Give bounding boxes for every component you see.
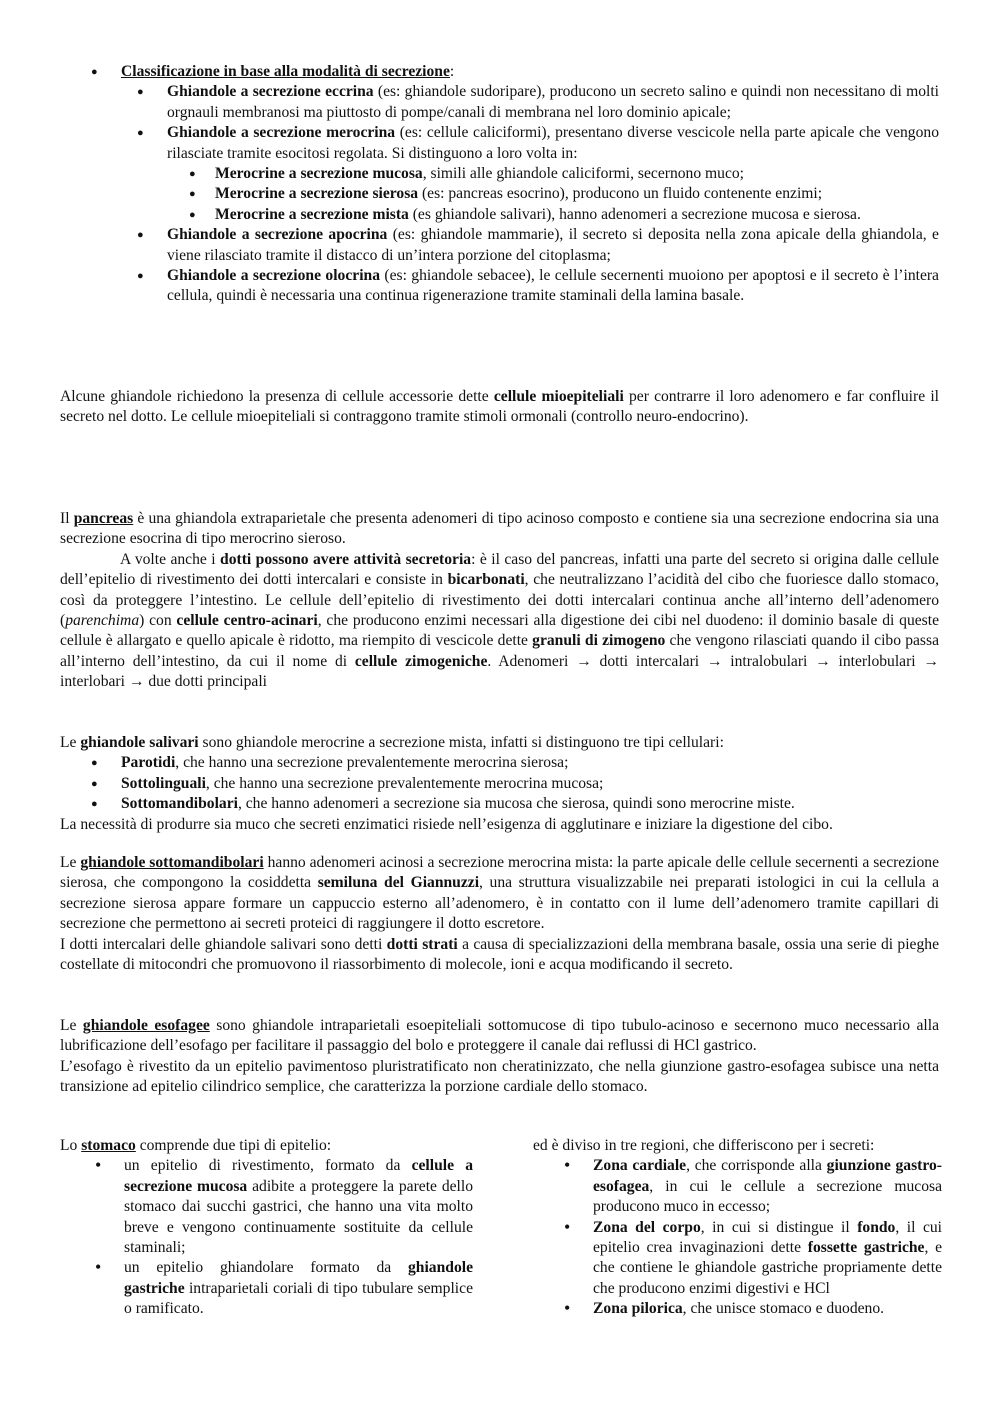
list-item-mista: [215, 205, 939, 225]
term-mista: Merocrine a secrezione mista: [215, 205, 409, 223]
desc-sierosa: (es: pancreas esocrino), producono un fluido contenente enzimi;: [418, 185, 823, 203]
text-span: . Adenomeri → dotti intercalari → intralobulari → interlobulari → interlobari → due dotti principali: [60, 652, 939, 691]
term-semiluna: semiluna del Giannuzzi: [317, 874, 480, 892]
term-cellule-mucosa: cellule a secrezione mucosa: [124, 1157, 473, 1195]
text-span: intraparietali coriali di tipo tubulare semplice o ramificato.: [124, 1279, 473, 1318]
list-item-eccrina: [167, 82, 939, 123]
text-span: un epitelio ghiandolare formato da: [124, 1259, 408, 1277]
list-item-pilorica: [593, 1299, 942, 1319]
list-item-mucosa: [215, 164, 939, 184]
term-sottolinguali: Sottolinguali: [121, 774, 206, 792]
merocrina-sublist: [215, 164, 939, 225]
term-fossette: fossette gastriche: [807, 1239, 925, 1257]
regioni-list: [593, 1156, 942, 1319]
term-fondo: fondo: [857, 1218, 896, 1236]
classification-heading: [91, 62, 939, 82]
esofagee-section: [60, 1016, 939, 1098]
list-item-apocrina: [167, 225, 939, 266]
list-item-parotidi: [121, 753, 939, 773]
sottomandibolari-section: [60, 853, 939, 975]
text-span: , che neutralizzano l’acidità del cibo che fuoriesce dallo stomaco, così da proteggere l’intestino. Le cellule dell’epitelio di rivestimento dei dotti intercalari continua anche all’interno dell’adenomero (: [60, 571, 940, 630]
text-span: Lo: [60, 1137, 82, 1154]
term-parotidi: Parotidi: [121, 754, 176, 772]
text-span: I dotti intercalari delle ghiandole salivari sono detti: [60, 935, 387, 953]
list-item-sierosa: [215, 184, 939, 204]
italic-span: parenchima: [65, 612, 140, 630]
desc-merocrina: (es: cellule caliciformi), presentano diverse vescicole nella parte apicale che vengono rilasciate tramite esocitosi regolata. Si distinguono a loro volta in:: [167, 124, 939, 162]
regioni-intro: ed è diviso in tre regioni, che differiscono per i secreti:: [533, 1137, 875, 1154]
text-span: Alcune ghiandole richiedono la presenza di cellule accessorie dette: [60, 388, 494, 405]
pancreas-section: [60, 509, 939, 693]
bold-span: bicarbonati: [447, 571, 525, 589]
desc-eccrina: (es: ghiandole sudoripare), producono un secreto salino e quindi non necessitano di molti orgnauli membranosi ma piuttosto di pompe/canali di membrana nel loro dominio apicale;: [167, 83, 939, 121]
pancreas-paragraph-1: [60, 509, 939, 550]
heading-colon: :: [449, 63, 455, 80]
desc-mucosa: , simili alle ghiandole caliciformi, secernono muco;: [422, 165, 745, 183]
list-item-ghiandolare: [124, 1258, 473, 1319]
sottomandibolari-paragraph: [60, 853, 939, 935]
text-span: ) con: [139, 612, 177, 630]
desc-mista: (es ghiandole salivari), hanno adenomeri a secrezione mucosa e sierosa.: [408, 205, 861, 223]
text-span: Le: [60, 734, 81, 751]
stomaco-right-column: [533, 1136, 943, 1320]
term-mucosa: Merocrine a secrezione mucosa: [215, 165, 423, 183]
text-span: che vengono rilasciati quando il cibo passa all’interno dell’intestino, da cui il nome di: [60, 632, 939, 670]
text-span: un epitelio di rivestimento, formato da: [124, 1157, 412, 1175]
text-span: , che unisce stomaco e duodeno.: [682, 1300, 885, 1318]
text-span: a causa di specializzazioni della membrana basale, ossia una serie di pieghe costellate di mitocondri che promuovono il riassorbimento di molecole, ioni e acqua modificando il secreto.: [60, 935, 939, 974]
text-span: , che hanno una secrezione prevalentemente merocrina mucosa;: [205, 774, 604, 792]
dotti-strati-paragraph: [60, 935, 939, 976]
term-pancreas: pancreas: [73, 510, 134, 527]
text-span: adibite a proteggere la parete dello stomaco dai succhi gastrici, che hanno una vita molto breve e vengono continuamente sostituite da cellule staminali;: [124, 1177, 473, 1257]
stomaco-left-column: [60, 1136, 474, 1320]
salivari-list: [121, 753, 939, 814]
term-esofagee: ghiandole esofagee: [82, 1017, 210, 1034]
esofagee-paragraph: [60, 1016, 939, 1057]
text-span: è una ghiandola extraparietale che presenta adenomeri di tipo acinoso composto e contiene sia una secrezione endocrina sia una secrezione esocrina di tipo merocrino sieroso.: [60, 510, 939, 548]
bold-span: cellule zimogeniche: [354, 652, 488, 670]
list-item-sottolinguali: [121, 774, 939, 794]
text-span: , che producono enzimi necessari alla digestione dei cibi nel duodeno: il dominio basale di queste cellule è allargato e quello apicale è ridotto, ma riempito di vescicole dette: [60, 612, 939, 650]
text-span: comprende due tipi di epitelio:: [135, 1137, 332, 1154]
text-span: Le: [60, 1017, 83, 1034]
term-stomaco: stomaco: [81, 1137, 136, 1154]
salivari-section: [60, 733, 939, 835]
mioepiteliali-paragraph: [60, 387, 939, 428]
heading-text: Classificazione in base alla modalità di secrezione: [121, 63, 450, 80]
text-span: : è il caso del pancreas, infatti una parte del secreto si origina dalle cellule dell’epitelio di rivestimento dei dotti intercalari e consiste in: [60, 550, 939, 589]
text-span: hanno adenomeri acinosi a secrezione merocrina mista: la parte apicale delle cellule secernenti a secrezione sierosa, che compongono la cosiddetta: [60, 854, 939, 892]
text-span: A volte anche i: [120, 550, 221, 568]
text-span: Il: [60, 510, 74, 527]
text-span: Le: [60, 854, 81, 871]
term-mioepiteliali: cellule mioepiteliali: [493, 388, 624, 405]
pancreas-paragraph-2: [60, 550, 939, 693]
classification-section: [91, 62, 939, 307]
bold-span: granuli di zimogeno: [532, 632, 666, 650]
text-span: , in cui si distingue il: [700, 1218, 858, 1236]
text-span: per contrarre il loro adenomero e far confluire il secreto nel dotto. Le cellule mioepiteliali si contraggono tramite stimoli ormonali (controllo neuro-endocrino).: [60, 388, 939, 426]
term-zona-cardiale: Zona cardiale: [593, 1157, 687, 1175]
salivari-intro: [60, 733, 939, 753]
list-item-rivestimento: [124, 1156, 473, 1258]
term-dotti-strati: dotti strati: [386, 935, 458, 953]
term-sottomandibolari: ghiandole sottomandibolari: [80, 854, 264, 871]
list-item-corpo: [593, 1218, 942, 1300]
term-zona-pilorica: Zona pilorica: [593, 1300, 683, 1318]
term-merocrina: Ghiandole a secrezione merocrina: [167, 124, 396, 142]
term-ghiandole-gastriche: ghiandole gastriche: [124, 1259, 473, 1297]
list-item-sottomandibolari: [121, 794, 939, 814]
term-apocrina: Ghiandole a secrezione apocrina: [167, 226, 388, 244]
text-span: , che hanno adenomeri a secrezione sia mucosa che sierosa, quindi sono merocrine miste.: [237, 795, 795, 813]
secretion-list: [167, 82, 939, 306]
text-span: sono ghiandole merocrine a secrezione mista, infatti si distinguono tre tipi cellulari:: [198, 734, 724, 751]
desc-olocrina: (es: ghiandole sebacee), le cellule secernenti muoiono per apoptosi e il secreto è l’intera cellula, quindi è necessaria una continua rigenerazione tramite staminali della lamina basale.: [167, 267, 939, 305]
text-span: , in cui le cellule a secrezione mucosa producono muco in eccesso;: [593, 1177, 942, 1216]
bullet-icon: ●: [91, 66, 98, 78]
text-span: , che hanno una secrezione prevalentemente merocrina sierosa;: [175, 754, 569, 772]
text-span: , il cui epitelio crea invaginazioni dette: [593, 1218, 942, 1257]
salivari-conclusion: La necessità di produrre sia muco che secreti enzimatici risiede nell’esigenza di agglutinare e iniziare la digestione del cibo.: [60, 815, 833, 833]
text-span: , e che contiene le ghiandole gastriche propriamente dette che producono enzimi digestivi e HCl: [593, 1239, 943, 1297]
list-item-merocrina: [167, 123, 939, 225]
term-zona-corpo: Zona del corpo: [593, 1218, 701, 1236]
term-olocrina: Ghiandole a secrezione olocrina: [167, 267, 380, 285]
term-sottomandibolari: Sottomandibolari: [121, 795, 238, 813]
term-eccrina: Ghiandole a secrezione eccrina: [167, 83, 374, 101]
list-item-cardiale: [593, 1156, 942, 1217]
esofago-paragraph: L’esofago è rivestito da un epitelio pavimentoso pluristratificato non cheratinizzato, che nella giunzione gastro-esofagea subisce una netta transizione ad epitelio cilindrico semplice, che caratterizza la porzione cardiale dello stomaco.: [60, 1057, 939, 1096]
list-item-olocrina: [167, 266, 939, 307]
term-sierosa: Merocrine a secrezione sierosa: [215, 185, 419, 203]
bold-span: dotti possono avere attività secretoria: [220, 550, 472, 568]
desc-apocrina: (es: ghiandole mammarie), il secreto si deposita nella zona apicale della ghiandola, e viene rilasciato tramite il distacco di un’intera porzione del citoplasma;: [167, 226, 939, 264]
bold-span: cellule centro-acinari: [176, 612, 318, 630]
text-span: , che corrisponde alla: [686, 1157, 827, 1175]
epitelio-list: [124, 1156, 473, 1319]
stomaco-intro: [60, 1136, 474, 1156]
term-giunzione: giunzione gastro-esofagea: [593, 1157, 942, 1195]
text-span: , una struttura visualizzabile nei preparati istologici in cui la cellula a secrezione sierosa appare formare un cappuccio esterno all’adenomero, è in contatto con il lume dell’adenomero tramite capillari di secrezione che permettono ai secreti proteici di raggiungere il dotto escretore.: [60, 874, 940, 933]
term-salivari: ghiandole salivari: [80, 734, 199, 751]
text-span: sono ghiandole intraparietali esoepiteliali sottomucose di tipo tubulo-acinoso e secernono muco necessario alla lubrificazione dell’esofago per facilitare il passaggio del bolo e proteggere il canale dai reflussi di HCl gastrico.: [60, 1017, 939, 1055]
